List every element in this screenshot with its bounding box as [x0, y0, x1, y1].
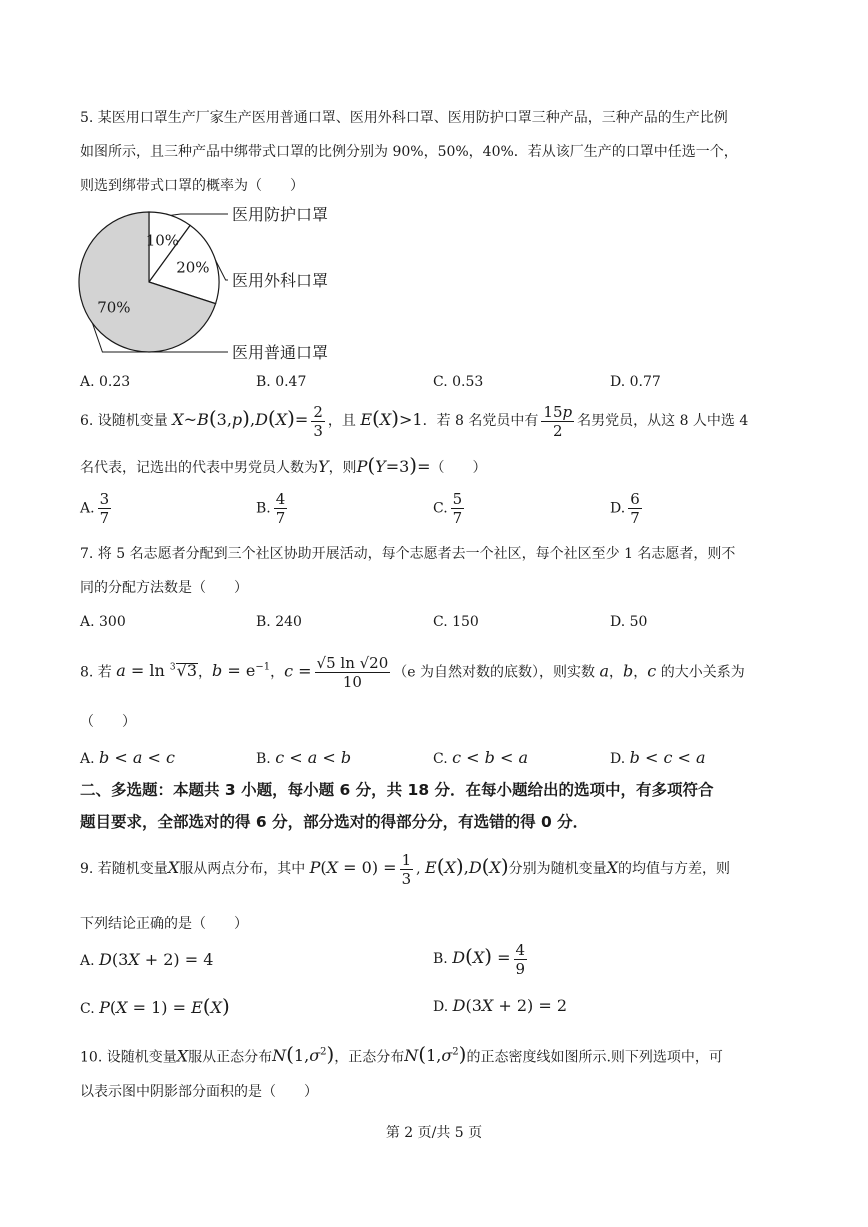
q9-option-d: D. D(3X + 2) = 2	[433, 996, 568, 1015]
q5-line1: 5. 某医用口罩生产厂家生产医用普通口罩、医用外科口罩、医用防护口罩三种产品，三种产品的生产比例	[80, 110, 728, 126]
q10-line2: 以表示图中阴影部分面积的是（ ）	[80, 1084, 318, 1100]
q6-option-d: D. $\frac{6}{7}$	[610, 490, 640, 527]
q10-line1: 10. 设随机变量X服从正态分布$N(1,\sigma^2)$，正态分布$N(1,\sigma^2)$的正态密度线如图所示.则下列选项中，可	[80, 1042, 723, 1067]
q8-line1: 8. 若 a = ln $^3$√3，$b = e^{-1}$，c = $\frac{√5 \ln √20}{10}$ （e 为自然对数的底数），则实数 a，b，c 的大小关系为	[80, 653, 745, 691]
q9-line2: 下列结论正确的是（ ）	[80, 916, 248, 932]
q6-line2: 名代表，记选出的代表中男党员人数为Y，则P(Y=3)=（ ）	[80, 453, 487, 477]
q9-line1: 9. 若随机变量X服从两点分布，其中 P(X = 0) = $\frac{1}{3}$ , E(X),D(X)分别为随机变量X的均值与方差，则	[80, 850, 731, 888]
q8-option-a: A. b < a < c	[80, 748, 175, 767]
q7-option-b: B. 240	[256, 614, 302, 630]
q7-line2: 同的分配方法数是（ ）	[80, 580, 248, 596]
q7-option-a: A. 300	[80, 614, 126, 630]
q8-option-b: B. c < a < b	[256, 748, 352, 767]
pie-category-label-3: 医用普通口罩	[232, 343, 329, 362]
q5-option-d: D. 0.77	[610, 374, 661, 390]
q8-paren: （ ）	[80, 714, 136, 730]
section-2-heading-line2: 题目要求，全部选对的得 6 分，部分选对的得部分分，有选错的得 0 分．	[80, 813, 589, 831]
section-2-heading-line1: 二、多选题：本题共 3 小题，每小题 6 分，共 18 分．在每小题给出的选项中，有多项符合	[80, 781, 714, 799]
q6-option-a: A. $\frac{3}{7}$	[80, 490, 110, 527]
pie-percent-label-2: 20%	[176, 258, 210, 277]
q8-option-d: D. b < c < a	[610, 748, 706, 767]
q5-option-b: B. 0.47	[256, 374, 307, 390]
q5-line2: 如图所示，且三种产品中绑带式口罩的比例分别为 90%，50%，40%．若从该厂生产的口罩中任选一个，	[80, 144, 738, 160]
q9-option-a: A. D(3X + 2) = 4	[80, 950, 214, 969]
page-footer: 第 2 页/共 5 页	[385, 1125, 483, 1141]
q7-option-c: C. 150	[433, 614, 479, 630]
q9-option-b: B. D(X) = $\frac{4}{9}$	[433, 940, 526, 978]
pie-category-label-2: 医用外科口罩	[232, 271, 329, 290]
pie-chart	[70, 196, 370, 368]
pie-percent-label-3: 70%	[97, 298, 131, 317]
q5-option-a: A. 0.23	[80, 374, 131, 390]
q6-line1: 6. 设随机变量 X~B(3,p),D(X)= $\frac{2}{3}$ ，且 E(X)>1．若 8 名党员中有 $\frac{15p}{2}$ 名男党员，从这 8 人中选 4	[80, 402, 749, 440]
pie-leader-line-1	[171, 214, 228, 215]
q5-option-c: C. 0.53	[433, 374, 484, 390]
q7-line1: 7. 将 5 名志愿者分配到三个社区协助开展活动，每个志愿者去一个社区，每个社区至少 1 名志愿者，则不	[80, 546, 736, 562]
pie-category-label-1: 医用防护口罩	[232, 205, 329, 224]
q9-option-c: C. P(X = 1) = E(X)	[80, 994, 230, 1018]
q6-option-c: C. $\frac{5}{7}$	[433, 490, 463, 527]
q6-option-b: B. $\frac{4}{7}$	[256, 490, 286, 527]
q8-option-c: C. c < b < a	[433, 748, 529, 767]
pie-percent-label-1: 10%	[145, 231, 180, 250]
q7-option-d: D. 50	[610, 614, 648, 630]
q5-line3: 则选到绑带式口罩的概率为（ ）	[80, 178, 304, 194]
